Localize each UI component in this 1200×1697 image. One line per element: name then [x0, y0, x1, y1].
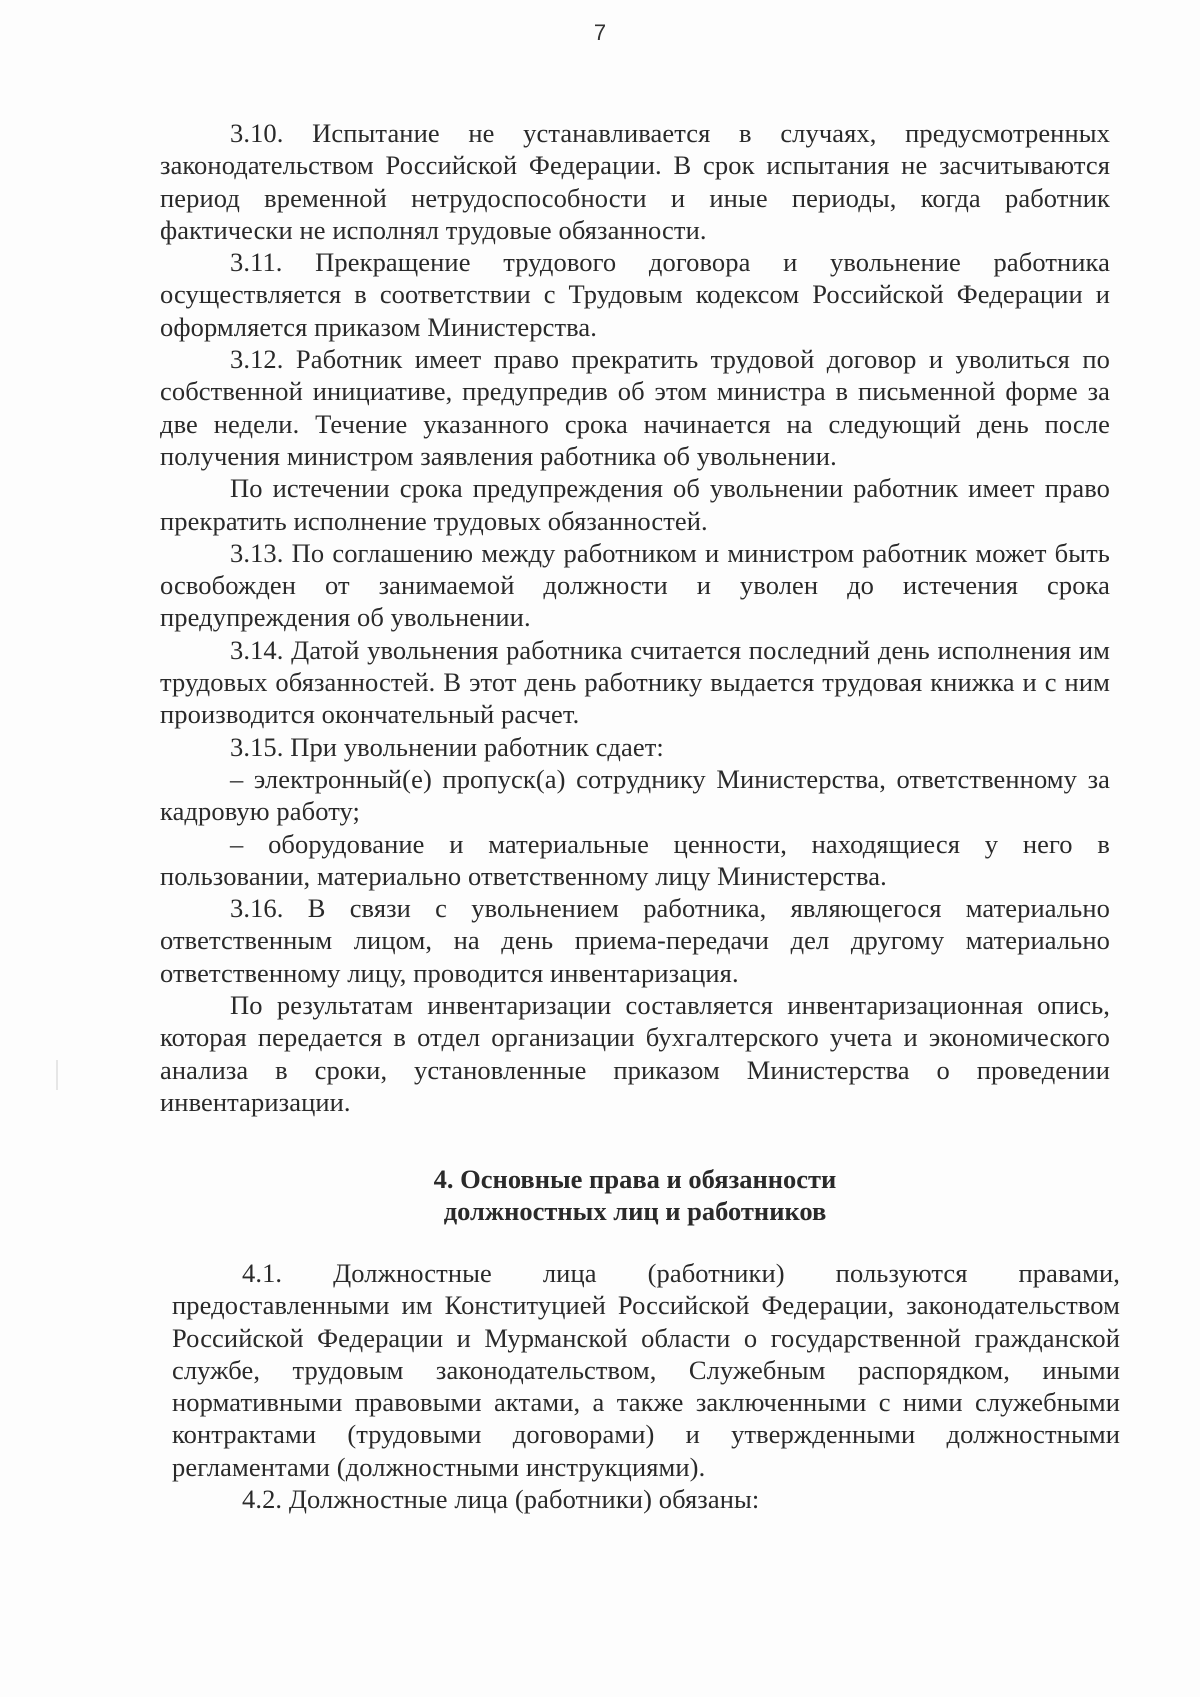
heading-line-2: должностных лиц и работников: [443, 1196, 827, 1226]
paragraph-3-15: 3.15. При увольнении работник сдает:: [230, 731, 664, 762]
paragraph-3-12-continuation: По истечении срока предупреждения об увольнении работник имеет право прекратить исполнение трудовых обязанностей.: [160, 473, 1110, 536]
paragraph-3-13: 3.13. По соглашению между работником и министром работник может быть освобожден от занимаемой должности и уволен до истечения срока предупреждения об увольнении.: [160, 537, 1110, 633]
paragraph-3-11: 3.11. Прекращение трудового договора и увольнение работника осуществляется в соответствии с Трудовым кодексом Российской Федерации и оформляется приказом Министерства.: [160, 247, 1110, 342]
section-4-heading: [160, 1163, 1110, 1227]
paragraph-3-16: 3.16. В связи с увольнением работника, являющегося материально ответственным лицом, на день приема-передачи дел другому материально ответственному лицу, проводится инвентаризация.: [160, 893, 1110, 988]
section-3-text: [160, 117, 1110, 1118]
list-item-pass: – электронный(е) пропуск(а) сотруднику Министерства, ответственному за кадровую работу;: [160, 763, 1110, 827]
page-number: 7: [593, 20, 607, 45]
list-item-equipment: – оборудование и материальные ценности, находящиеся у него в пользовании, материально ответственному лицу Министерства.: [160, 828, 1110, 891]
paragraph-3-10: 3.10. Испытание не устанавливается в случаях, предусмотренных законодательством Российской Федерации. В срок испытания не засчитываются период временной нетрудоспособности и иные периоды, когда работник фактически не исполнял трудовые обязанности.: [160, 118, 1110, 245]
heading-line-1: 4. Основные права и обязанности: [433, 1164, 837, 1194]
paragraph-3-14: 3.14. Датой увольнения работника считается последний день исполнения им трудовых обязанностей. В этот день работнику выдается трудовая книжка и с ним производится окончательный расчет.: [160, 634, 1110, 730]
paragraph-4-2: 4.2. Должностные лица (работники) обязаны:: [242, 1484, 760, 1515]
section-4-text: [172, 1257, 1120, 1515]
paragraph-3-16-continuation: По результатам инвентаризации составляется инвентаризационная опись, которая передается в отдел организации бухгалтерского учета и экономического анализа в сроки, установленные приказом Министерства о проведении инвентаризации.: [160, 990, 1110, 1117]
paragraph-4-1: 4.1. Должностные лица (работники) пользуются правами, предоставленными им Конституцией Российской Федерации, законодательством Российской Федерации и Мурманской области о государственной гражданской службе, трудовым законодательством, Служебным распорядком, иными нормативными правовыми актами, а также заключенными с ними служебными контрактами (трудовыми договорами) и утвержденными должностными регламентами (должностными инструкциями).: [172, 1258, 1120, 1482]
paragraph-3-12: 3.12. Работник имеет право прекратить трудовой договор и уволиться по собственной инициативе, предупредив об этом министра в письменной форме за две недели. Течение указанного срока начинается на следующий день после получения министром заявления работника об увольнении.: [160, 344, 1110, 471]
scan-margin-mark: [56, 1060, 58, 1090]
